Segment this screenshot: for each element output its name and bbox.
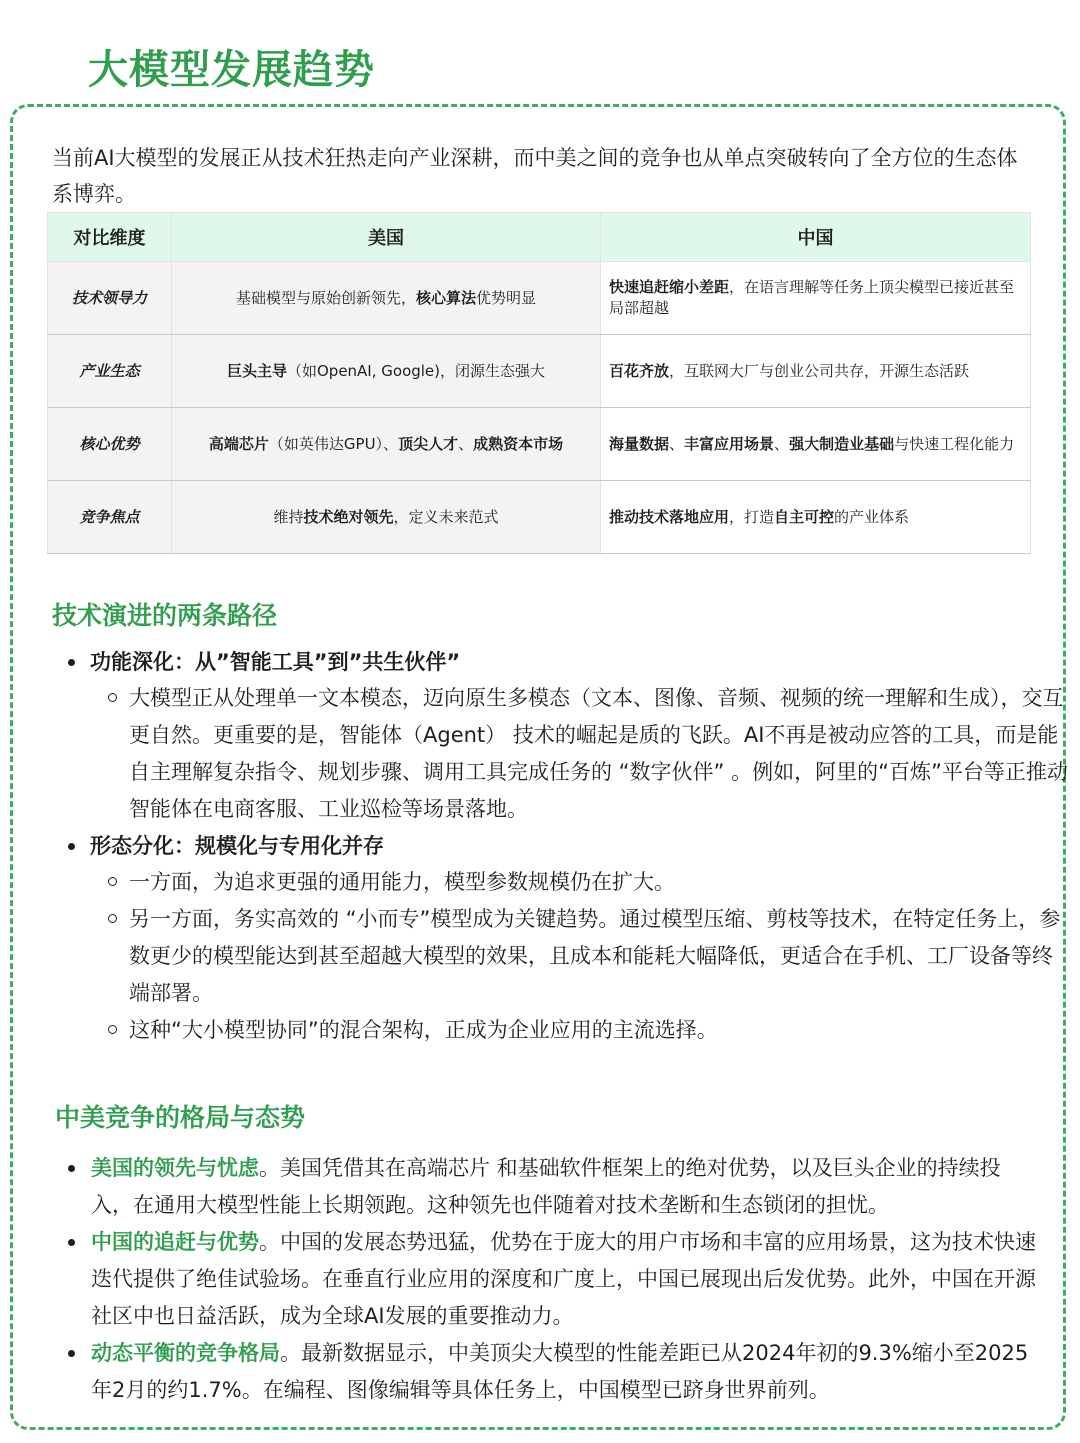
row-china-cell	[601, 408, 1031, 481]
table-header-row	[48, 213, 1031, 262]
header-china: 中国	[601, 213, 1031, 262]
list-item: 功能深化：从”智能工具”到”共生伙伴”	[68, 644, 1068, 680]
cell-segment: ，在语言理解等任务上顶尖模型已接近甚至局部超越	[609, 278, 1015, 317]
sub-list-item: 大模型正从处理单一文本模态，迈向原生多模态（文本、图像、音频、视频的统一理解和生成），交互更自然。更重要的是，智能体（Agent） 技术的崛起是质的飞跃。AI不再是被动应答的工具，而是能自主理解复杂指令、规划步骤、调用工具完成任务的 “数字伙伴” 。例如，阿里的“百炼”平台等正推动智能体在电商客服、工业巡检等场景落地。	[68, 680, 1068, 828]
sub-list-item: 这种“大小模型协同”的混合架构，正成为企业应用的主流选择。	[68, 1012, 1068, 1049]
intro-paragraph: 当前AI大模型的发展正从技术狂热走向产业深耕，而中美之间的竞争也从单点突破转向了全方位的生态体系博弈。	[52, 146, 1018, 206]
sub-list-item: 另一方面，务实高效的 “小而专”模型成为关键趋势。通过模型压缩、剪枝等技术，在特定任务上，参数更少的模型能达到甚至超越大模型的效果，且成本和能耗大幅降低，更适合在手机、工厂设备等终端部署。	[68, 901, 1068, 1012]
cell-segment-bold: 强大制造业基础	[789, 434, 895, 453]
row-usa-cell	[172, 262, 601, 335]
cell-segment-bold: 海量数据	[609, 434, 670, 453]
cell-segment-bold: 自主可控	[774, 507, 835, 526]
item-highlight: 中国的追赶与优势	[91, 1230, 259, 1254]
cell-segment-bold: 顶尖人才	[398, 434, 459, 453]
cell-segment: 、	[774, 434, 790, 453]
cell-segment-bold: 成熟资本市场	[473, 434, 564, 453]
row-dimension: 核心优势	[48, 408, 172, 481]
item-text: 。美国凭借其在高端芯片 和基础软件框架上的绝对优势，以及巨头企业的持续投入，在通用大模型性能上长期领跑。这种领先也伴随着对技术垄断和生态锁闭的担忧。	[91, 1156, 1001, 1217]
list-item	[68, 1335, 1038, 1409]
cell-segment-bold: 快速追赶缩小差距	[609, 278, 730, 296]
cell-segment: ，互联网大厂与创业公司共存，开源生态活跃	[669, 361, 970, 380]
cell-segment-bold: 巨头主导	[226, 361, 287, 380]
cell-segment: 基础模型与原始创新领先，	[235, 288, 416, 307]
row-china-cell	[601, 335, 1031, 408]
row-dimension: 产业生态	[48, 335, 172, 408]
item-highlight: 美国的领先与忧虑	[91, 1156, 259, 1180]
cell-segment: ，打造	[729, 507, 775, 526]
list-item	[68, 1150, 1038, 1224]
list-item	[68, 1224, 1038, 1335]
cell-segment-bold: 推动技术落地应用	[609, 507, 730, 526]
table-row	[48, 335, 1031, 408]
row-usa-cell	[172, 408, 601, 481]
cell-segment-bold: 技术绝对领先	[303, 507, 394, 526]
tech-path-list	[68, 644, 1068, 1049]
row-dimension: 技术领导力	[48, 262, 172, 335]
cell-segment-bold: 高端芯片	[208, 434, 269, 453]
item-text: 。中国的发展态势迅猛，优势在于庞大的用户市场和丰富的应用场景，这为技术快速迭代提供了绝佳试验场。在垂直行业应用的深度和广度上，中国已展现出后发优势。此外，中国在开源社区中也日益活跃，成为全球AI发展的重要推动力。	[91, 1230, 1036, 1328]
row-usa-cell	[172, 335, 601, 408]
list-item: 形态分化：规模化与专用化并存	[68, 828, 1068, 864]
item-text: 。最新数据显示，中美顶尖大模型的性能差距已从2024年初的9.3%缩小至2025年2月的约1.7%。在编程、图像编辑等具体任务上，中国模型已跻身世界前列。	[91, 1341, 1029, 1402]
table-row	[48, 262, 1031, 335]
cell-segment: （如英伟达GPU）、	[268, 434, 399, 453]
table-row	[48, 481, 1031, 554]
cell-segment: 的产业体系	[834, 507, 910, 526]
row-china-cell	[601, 262, 1031, 335]
page-title: 大模型发展趋势	[88, 47, 375, 93]
header-usa: 美国	[172, 213, 601, 262]
cell-segment: （如OpenAI, Google)，闭源生态强大	[286, 361, 546, 380]
cell-segment: 、	[669, 434, 685, 453]
cell-segment: 优势明显	[476, 288, 537, 307]
table-row	[48, 408, 1031, 481]
section-heading-competition: 中美竞争的格局与态势	[55, 1103, 306, 1132]
row-dimension: 竞争焦点	[48, 481, 172, 554]
sub-list-item: 一方面，为追求更强的通用能力，模型参数规模仍在扩大。	[68, 864, 1068, 901]
competition-list	[68, 1150, 1038, 1409]
cell-segment-bold: 百花齐放	[609, 361, 670, 380]
cell-segment-bold: 丰富应用场景	[684, 434, 775, 453]
comparison-table	[47, 212, 1031, 554]
cell-segment: ，定义未来范式	[393, 507, 499, 526]
cell-segment-bold: 核心算法	[415, 288, 476, 307]
item-highlight: 动态平衡的竞争格局	[91, 1341, 280, 1365]
cell-segment: 维持	[273, 507, 304, 526]
row-usa-cell	[172, 481, 601, 554]
header-dimension: 对比维度	[48, 213, 172, 262]
section-heading-tech: 技术演进的两条路径	[52, 601, 278, 630]
row-china-cell	[601, 481, 1031, 554]
cell-segment: 、	[458, 434, 474, 453]
cell-segment: 与快速工程化能力	[894, 434, 1015, 453]
